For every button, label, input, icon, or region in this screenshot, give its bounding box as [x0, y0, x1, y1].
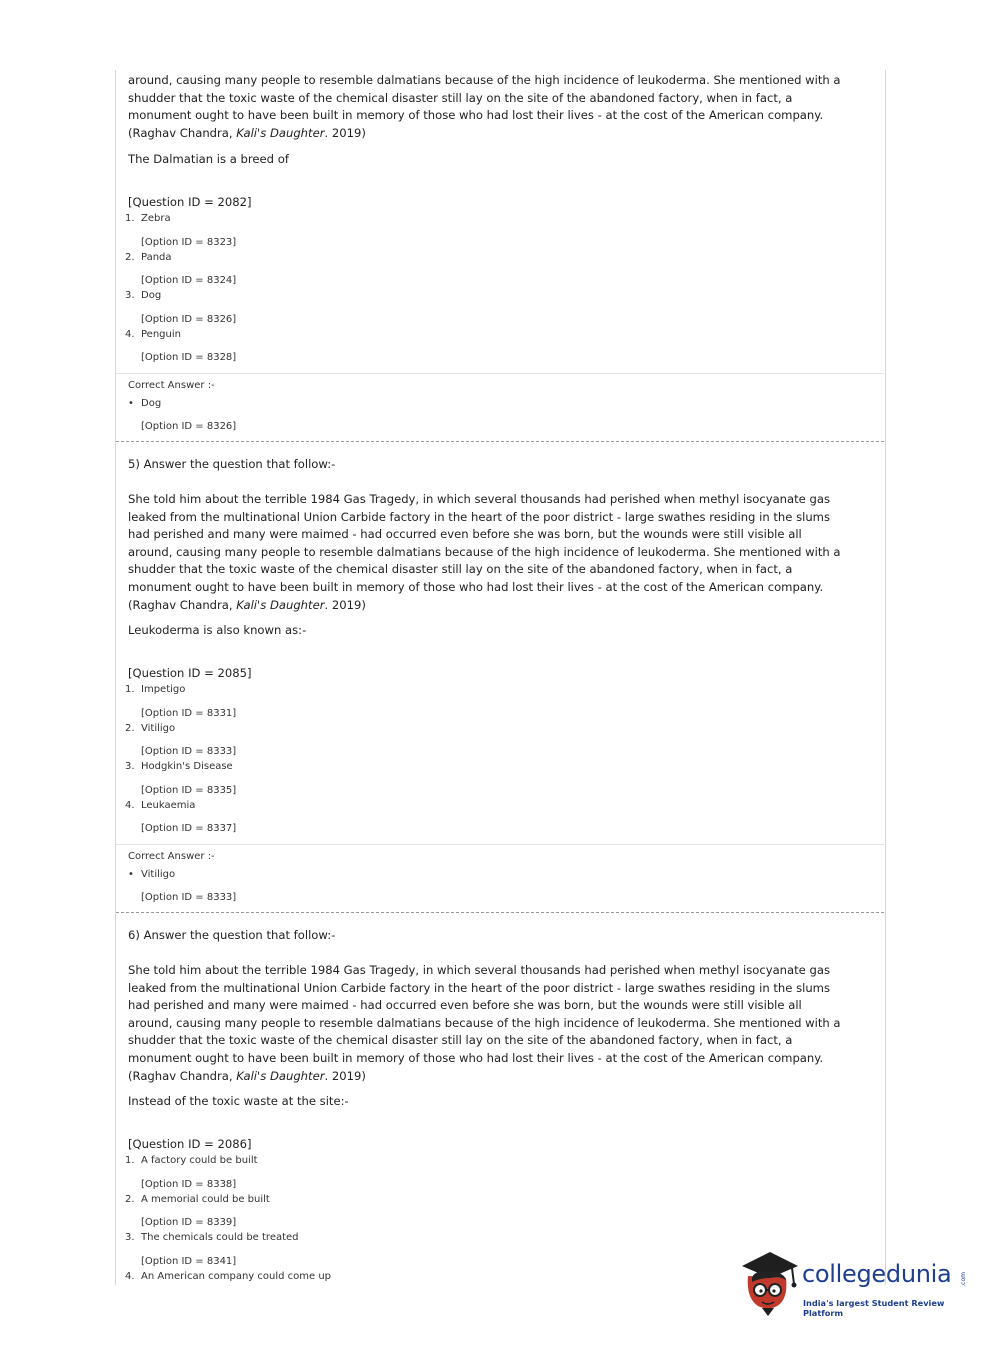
- option-text: Impetigo: [141, 684, 186, 695]
- passage-line: shudder that the toxic waste of the chemical disaster still lay on the site of the abandoned factory, when in fact, a: [128, 562, 793, 577]
- option-item: [125, 723, 175, 734]
- option-number: 3.: [125, 1232, 135, 1243]
- logo-suffix: .com: [960, 1272, 967, 1287]
- passage-line: around, causing many people to resemble dalmatians because of the high incidence of leukoderma. She mentioned with a: [128, 544, 841, 559]
- correct-answer: [128, 869, 175, 880]
- passage-line: leaked from the multinational Union Carbide factory in the heart of the poor district - large swathes residing in the slums: [128, 509, 831, 524]
- option-text: Leukaemia: [141, 800, 196, 811]
- option-id: [Option ID = 8337]: [141, 823, 237, 834]
- passage-line: shudder that the toxic waste of the chemical disaster still lay on the site of the abandoned factory, when in fact, a: [128, 1033, 793, 1048]
- option-item: [125, 329, 181, 340]
- logo-name: collegedunia: [802, 1260, 952, 1288]
- question-id: [Question ID = 2085]: [128, 666, 252, 680]
- passage-line: had perished and many were maimed - had occurred even before she was born, but the wounds were still visible all: [128, 998, 802, 1013]
- passage: [128, 962, 873, 1085]
- option-text: Hodgkin's Disease: [141, 761, 233, 772]
- passage-line: leaked from the multinational Union Carbide factory in the heart of the poor district - large swathes residing in the slums: [128, 980, 831, 995]
- bullet-icon: •: [128, 398, 134, 409]
- option-item: [125, 252, 172, 263]
- option-number: 3.: [125, 290, 135, 301]
- option-item: [125, 1271, 331, 1282]
- bullet-icon: •: [128, 869, 134, 880]
- question-text: The Dalmatian is a breed of: [128, 152, 289, 166]
- passage-line: monument ought to have been built in memory of those who had lost their lives - at the cost of the American company.: [128, 579, 824, 594]
- option-item: [125, 800, 195, 811]
- citation: [128, 1068, 873, 1086]
- citation-title: Kali's Daughter: [236, 125, 325, 140]
- option-item: [125, 1194, 270, 1205]
- passage-line: around, causing many people to resemble dalmatians because of the high incidence of leukoderma. She mentioned with a: [128, 73, 841, 87]
- passage-line: around, causing many people to resemble dalmatians because of the high incidence of leukoderma. She mentioned with a: [128, 1015, 841, 1030]
- correct-answer-text: Vitiligo: [141, 869, 176, 880]
- citation-title: Kali's Daughter: [236, 1068, 325, 1083]
- option-id: [Option ID = 8341]: [141, 1256, 237, 1267]
- option-id: [Option ID = 8335]: [141, 785, 237, 796]
- option-number: 1.: [125, 684, 135, 695]
- option-number: 4.: [125, 1271, 135, 1282]
- passage-line: shudder that the toxic waste of the chemical disaster still lay on the site of the abandoned factory, when in fact, a: [128, 90, 793, 105]
- option-text: Dog: [141, 290, 162, 301]
- option-id: [Option ID = 8331]: [141, 708, 237, 719]
- correct-option-id: [Option ID = 8326]: [141, 421, 237, 432]
- top-passage: [128, 72, 873, 142]
- passage: [128, 491, 873, 614]
- citation-prefix: (Raghav Chandra,: [128, 125, 237, 140]
- question-separator: [116, 912, 884, 913]
- question-heading: 5) Answer the question that follow:-: [128, 457, 336, 471]
- citation: [128, 597, 873, 615]
- option-item: [125, 213, 171, 224]
- correct-answer-label: Correct Answer :-: [128, 851, 215, 862]
- option-number: 1.: [125, 213, 135, 224]
- option-text: A factory could be built: [141, 1155, 258, 1166]
- option-text: A memorial could be built: [141, 1194, 270, 1205]
- option-id: [Option ID = 8326]: [141, 314, 237, 325]
- question-text: Leukoderma is also known as:-: [128, 623, 307, 637]
- question-separator: [116, 441, 884, 442]
- option-id: [Option ID = 8338]: [141, 1179, 237, 1190]
- option-id: [Option ID = 8328]: [141, 352, 237, 363]
- logo-tagline: India's largest Student Review Platform: [803, 1298, 945, 1318]
- option-number: 2.: [125, 723, 135, 734]
- citation-title: Kali's Daughter: [236, 597, 325, 612]
- divider: [116, 844, 884, 845]
- citation-prefix: (Raghav Chandra,: [128, 597, 237, 612]
- option-id: [Option ID = 8339]: [141, 1217, 237, 1228]
- divider: [116, 373, 884, 374]
- option-number: 4.: [125, 800, 135, 811]
- option-text: An American company could come up: [141, 1271, 332, 1282]
- question-heading: 6) Answer the question that follow:-: [128, 928, 336, 942]
- option-number: 2.: [125, 252, 135, 263]
- citation-suffix: . 2019): [324, 125, 366, 140]
- option-item: [125, 1155, 258, 1166]
- passage-line: She told him about the terrible 1984 Gas Tragedy, in which several thousands had perished when methyl isocyanate gas: [128, 492, 831, 506]
- option-number: 1.: [125, 1155, 135, 1166]
- question-text: Instead of the toxic waste at the site:-: [128, 1094, 349, 1108]
- correct-answer-label: Correct Answer :-: [128, 380, 215, 391]
- correct-answer: [128, 398, 161, 409]
- option-number: 4.: [125, 329, 135, 340]
- correct-answer-text: Dog: [141, 398, 162, 409]
- option-item: [125, 1232, 299, 1243]
- collegedunia-logo[interactable]: [740, 1248, 980, 1318]
- option-item: [125, 290, 161, 301]
- option-item: [125, 684, 185, 695]
- option-text: Vitiligo: [141, 723, 176, 734]
- option-number: 3.: [125, 761, 135, 772]
- option-id: [Option ID = 8333]: [141, 746, 237, 757]
- passage-line: had perished and many were maimed - had occurred even before she was born, but the wounds were still visible all: [128, 527, 802, 542]
- option-text: Penguin: [141, 329, 181, 340]
- passage-line: monument ought to have been built in memory of those who had lost their lives - at the cost of the American company.: [128, 108, 824, 123]
- citation-suffix: . 2019): [324, 1068, 366, 1083]
- citation-prefix: (Raghav Chandra,: [128, 1068, 237, 1083]
- option-text: The chemicals could be treated: [141, 1232, 299, 1243]
- graduate-mascot-icon: [740, 1248, 800, 1318]
- option-text: Zebra: [141, 213, 171, 224]
- question-id: [Question ID = 2082]: [128, 195, 252, 209]
- option-id: [Option ID = 8323]: [141, 237, 237, 248]
- option-text: Panda: [141, 252, 172, 263]
- question-id: [Question ID = 2086]: [128, 1137, 252, 1151]
- option-number: 2.: [125, 1194, 135, 1205]
- passage-line: monument ought to have been built in memory of those who had lost their lives - at the cost of the American company.: [128, 1050, 824, 1065]
- option-id: [Option ID = 8324]: [141, 275, 237, 286]
- citation-suffix: . 2019): [324, 597, 366, 612]
- citation: [128, 125, 873, 143]
- passage-line: She told him about the terrible 1984 Gas Tragedy, in which several thousands had perished when methyl isocyanate gas: [128, 963, 831, 977]
- option-item: [125, 761, 233, 772]
- correct-option-id: [Option ID = 8333]: [141, 892, 237, 903]
